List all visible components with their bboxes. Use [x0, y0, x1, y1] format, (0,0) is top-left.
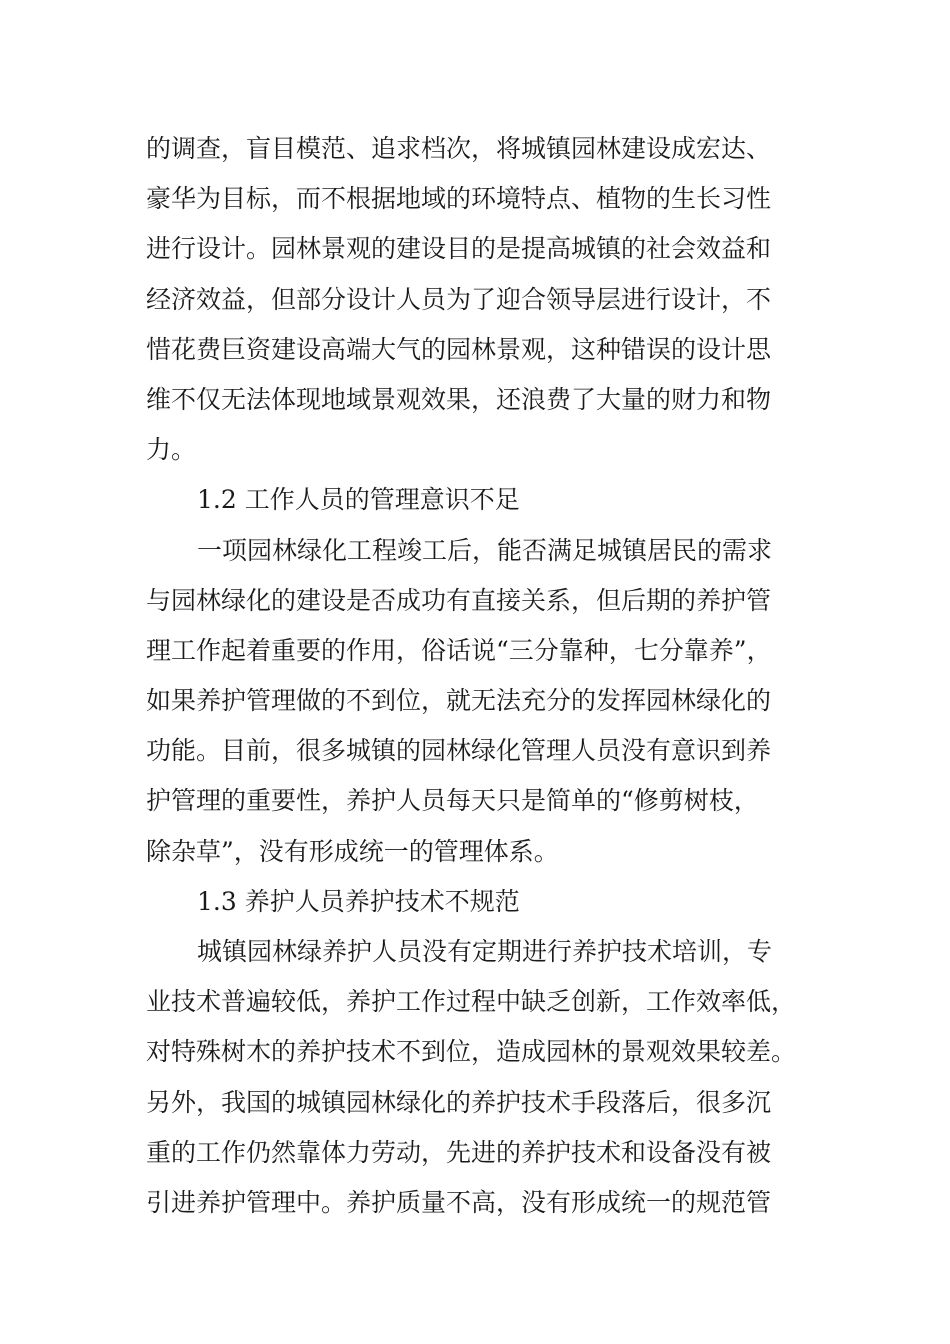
paragraph-line: 理工作起着重要的作用，俗话说“三分靠种，七分靠养”， — [146, 635, 772, 665]
document-body — [146, 124, 806, 1228]
paragraph-line: 与园林绿化的建设是否成功有直接关系，但后期的养护管 — [146, 585, 772, 615]
paragraph-line: 除杂草”，没有形成统一的管理体系。 — [146, 836, 559, 866]
paragraph-2 — [146, 526, 806, 877]
paragraph-line: 功能。目前，很多城镇的园林绿化管理人员没有意识到养 — [146, 736, 772, 766]
paragraph-line: 的调查，盲目模范、追求档次，将城镇园林建设成宏达、 — [146, 134, 772, 163]
paragraph-line: 另外，我国的城镇园林绿化的养护技术手段落后，很多沉 — [146, 1087, 772, 1117]
paragraph-1 — [146, 124, 806, 475]
paragraph-line: 重的工作仍然靠体力劳动，先进的养护技术和设备没有被 — [146, 1137, 772, 1167]
paragraph-line: 经济效益，但部分设计人员为了迎合领导层进行设计，不 — [146, 284, 772, 314]
paragraph-line: 引进养护管理中。养护质量不高，没有形成统一的规范管 — [146, 1187, 772, 1217]
paragraph-3 — [146, 927, 806, 1228]
paragraph-line: 力。 — [146, 435, 197, 465]
paragraph-line: 一项园林绿化工程竣工后，能否满足城镇居民的需求 — [197, 535, 773, 565]
paragraph-line: 维不仅无法体现地域景观效果，还浪费了大量的财力和物 — [146, 384, 772, 414]
paragraph-line: 豪华为目标，而不根据地域的环境特点、植物的生长习性 — [146, 184, 772, 214]
section-heading-1-2: 1.2 工作人员的管理意识不足 — [197, 485, 520, 515]
paragraph-line: 惜花费巨资建设高端大气的园林景观，这种错误的设计思 — [146, 334, 772, 364]
paragraph-line: 进行设计。园林景观的建设目的是提高城镇的社会效益和 — [146, 234, 772, 264]
paragraph-line: 业技术普遍较低，养护工作过程中缺乏创新，工作效率低， — [146, 987, 797, 1017]
paragraph-line: 护管理的重要性，养护人员每天只是简单的“修剪树枝， — [146, 786, 759, 816]
paragraph-line: 如果养护管理做的不到位，就无法充分的发挥园林绿化的 — [146, 686, 772, 716]
section-heading-1-3: 1.3 养护人员养护技术不规范 — [197, 886, 520, 916]
paragraph-line: 对特殊树木的养护技术不到位，造成园林的景观效果较差。 — [146, 1037, 797, 1067]
paragraph-line: 城镇园林绿养护人员没有定期进行养护技术培训，专 — [197, 937, 773, 966]
